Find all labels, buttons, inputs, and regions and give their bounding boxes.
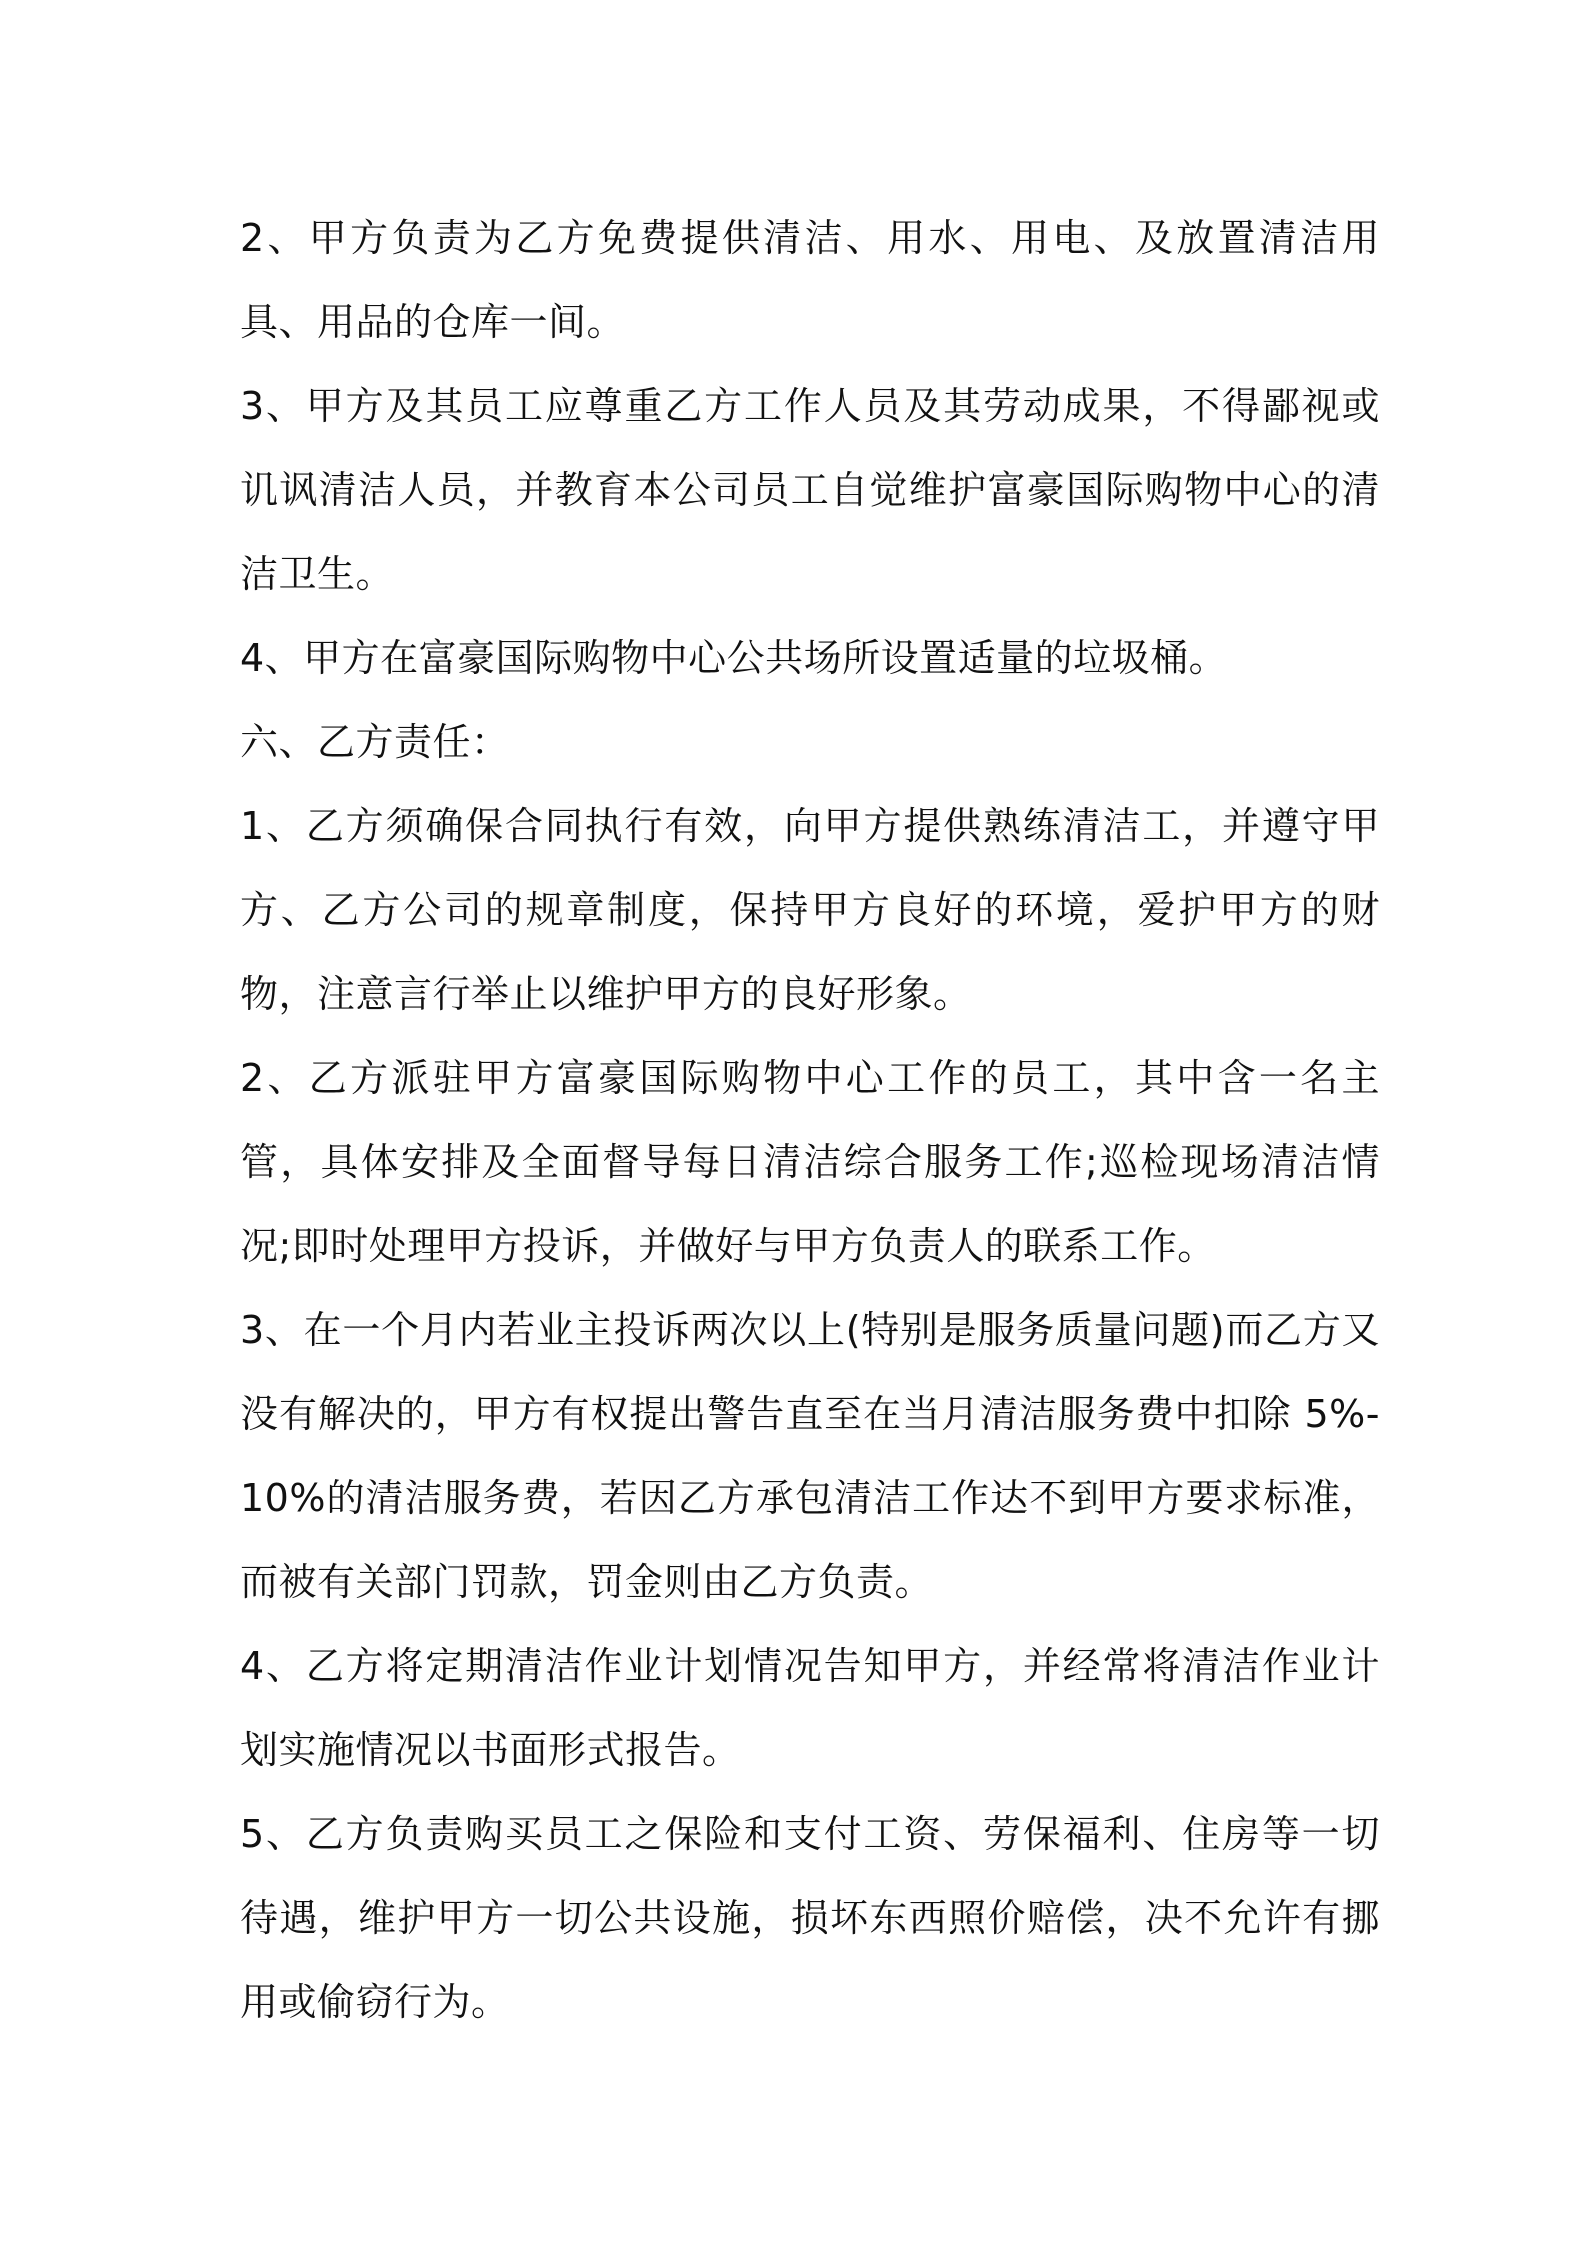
document-body: [240, 196, 1380, 2044]
paragraph-2-party-a-storage: 2、甲方负责为乙方免费提供清洁、用水、用电、及放置清洁用具、用品的仓库一间。: [240, 216, 1380, 344]
paragraph-3-respect-staff: 3、甲方及其员工应尊重乙方工作人员及其劳动成果，不得鄙视或讥讽清洁人员，并教育本公司员工自觉维护富豪国际购物中心的清洁卫生。: [240, 384, 1380, 596]
section-heading-party-b-duties: 六、乙方责任：: [240, 720, 510, 764]
paragraph-b3-complaints-penalty: 3、在一个月内若业主投诉两次以上(特别是服务质量问题)而乙方又没有解决的，甲方有权提出警告直至在当月清洁服务费中扣除 5%-10%的清洁服务费，若因乙方承包清洁工作达不到甲方要求标准，而被有关部门罚款，罚金则由乙方负责。: [240, 1308, 1380, 1604]
paragraph-b5-insurance-wages: 5、乙方负责购买员工之保险和支付工资、劳保福利、住房等一切待遇，维护甲方一切公共设施，损坏东西照价赔偿，决不允许有挪用或偷窃行为。: [240, 1812, 1380, 2024]
paragraph-4-trash-bins: 4、甲方在富豪国际购物中心公共场所设置适量的垃圾桶。: [240, 636, 1228, 680]
paragraph-b2-staff-supervisor: 2、乙方派驻甲方富豪国际购物中心工作的员工，其中含一名主管，具体安排及全面督导每日清洁综合服务工作;巡检现场清洁情况;即时处理甲方投诉，并做好与甲方负责人的联系工作。: [240, 1056, 1380, 1268]
paragraph-b4-cleaning-plan: 4、乙方将定期清洁作业计划情况告知甲方，并经常将清洁作业计划实施情况以书面形式报告。: [240, 1644, 1380, 1772]
paragraph-b1-contract-execution: 1、乙方须确保合同执行有效，向甲方提供熟练清洁工，并遵守甲方、乙方公司的规章制度，保持甲方良好的环境，爱护甲方的财物，注意言行举止以维护甲方的良好形象。: [240, 804, 1380, 1016]
